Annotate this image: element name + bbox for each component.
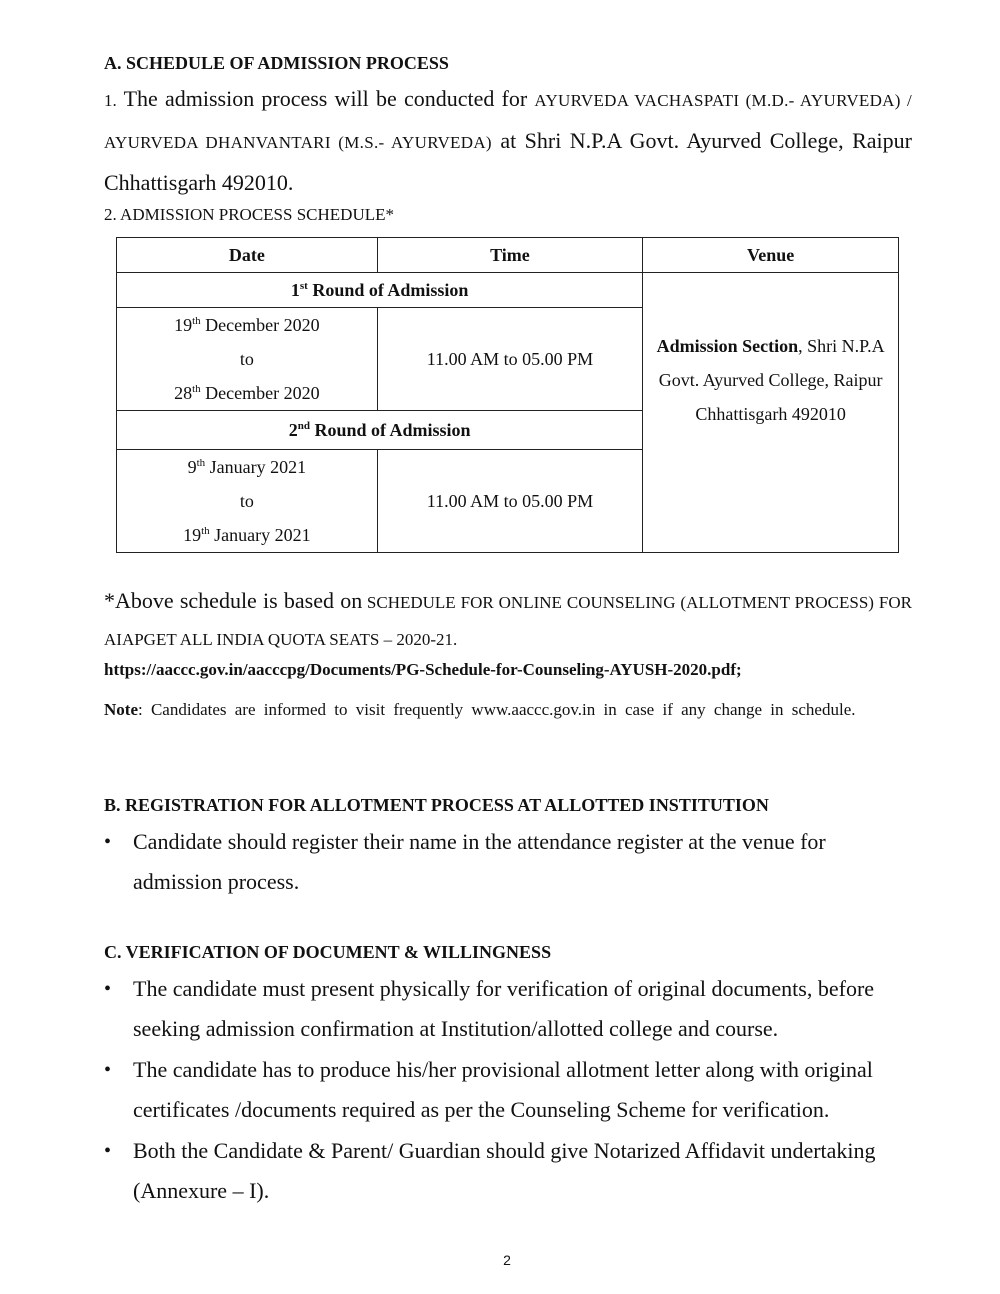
round2-label: 2nd Round of Admission bbox=[117, 411, 643, 450]
section-c-heading: C. VERIFICATION OF DOCUMENT & WILLINGNESS bbox=[104, 942, 552, 962]
note-paragraph bbox=[104, 693, 912, 727]
venue-bold: Admission Section bbox=[656, 336, 799, 356]
bullet-icon: • bbox=[104, 1140, 112, 1162]
list-item: • Candidate should register their name in the attendance register at the venue for admission process. bbox=[104, 822, 912, 902]
course-names: AYURVEDA VACHASPATI (M.D.- AYURVEDA) / AYURVEDA DHANVANTARI (M.S.- AYURVEDA) bbox=[104, 91, 912, 152]
round2-time: 11.00 AM to 05.00 PM bbox=[377, 450, 643, 553]
header-time: Time bbox=[377, 238, 643, 273]
list-item: • Both the Candidate & Parent/ Guardian should give Notarized Affidavit undertaking (Annexure – I). bbox=[104, 1131, 912, 1211]
round1-row bbox=[117, 273, 899, 308]
bullet-icon: • bbox=[104, 978, 112, 1000]
table-header-row bbox=[117, 238, 899, 273]
list-item: • The candidate must present physically for verification of original documents, before seeking admission confirmation at Institution/allotted college and course. bbox=[104, 969, 912, 1049]
note-label: Note bbox=[104, 700, 138, 719]
intro-text-a: The admission process will be conducted for bbox=[123, 86, 528, 111]
section-c-list bbox=[104, 969, 912, 1212]
section-b-heading: B. REGISTRATION FOR ALLOTMENT PROCESS AT ALLOTTED INSTITUTION bbox=[104, 795, 769, 815]
bullet-icon: • bbox=[104, 831, 112, 853]
round1-label: 1st Round of Admission bbox=[117, 273, 643, 308]
bullet-icon: • bbox=[104, 1059, 112, 1081]
schedule-subheading: 2. ADMISSION PROCESS SCHEDULE* bbox=[104, 205, 394, 224]
page-number: 2 bbox=[503, 1252, 511, 1268]
round1-time: 11.00 AM to 05.00 PM bbox=[377, 308, 643, 411]
admission-intro-paragraph bbox=[104, 79, 912, 203]
section-a-heading: A. SCHEDULE OF ADMISSION PROCESS bbox=[104, 53, 449, 73]
header-venue: Venue bbox=[643, 238, 899, 273]
section-b-list bbox=[104, 822, 912, 903]
venue-rest: , Shri N.P.A Govt. Ayurved College, Raipur Chhattisgarh 492010 bbox=[658, 336, 885, 424]
venue-cell bbox=[643, 273, 899, 553]
schedule-url: https://aaccc.gov.in/aacccpg/Documents/PG-Schedule-for-Counseling-AYUSH-2020.pdf; bbox=[104, 660, 742, 679]
round1-date-range: 19th December 2020 to 28th December 2020 bbox=[117, 308, 378, 411]
intro-text-c: at Shri N.P.A Govt. Ayurved College, Raipur Chhattisgarh 492010. bbox=[104, 128, 912, 195]
list-item: • The candidate has to produce his/her provisional allotment letter along with original certificates /documents required as per the Counseling Scheme for verification. bbox=[104, 1050, 912, 1130]
item-number: 1. bbox=[104, 91, 117, 110]
round2-date-range: 9th January 2021 to 19th January 2021 bbox=[117, 450, 378, 553]
footnote-text-a: *Above schedule is based on bbox=[104, 588, 363, 613]
schedule-footnote bbox=[104, 583, 912, 659]
header-date: Date bbox=[117, 238, 378, 273]
admission-schedule-table bbox=[116, 237, 899, 553]
note-text: : Candidates are informed to visit frequently www.aaccc.gov.in in case if any change in schedule. bbox=[137, 700, 856, 719]
footnote-text-b: SCHEDULE FOR ONLINE COUNSELING (ALLOTMENT PROCESS) FOR AIAPGET ALL INDIA QUOTA SEATS – 2020-21. bbox=[104, 593, 912, 649]
